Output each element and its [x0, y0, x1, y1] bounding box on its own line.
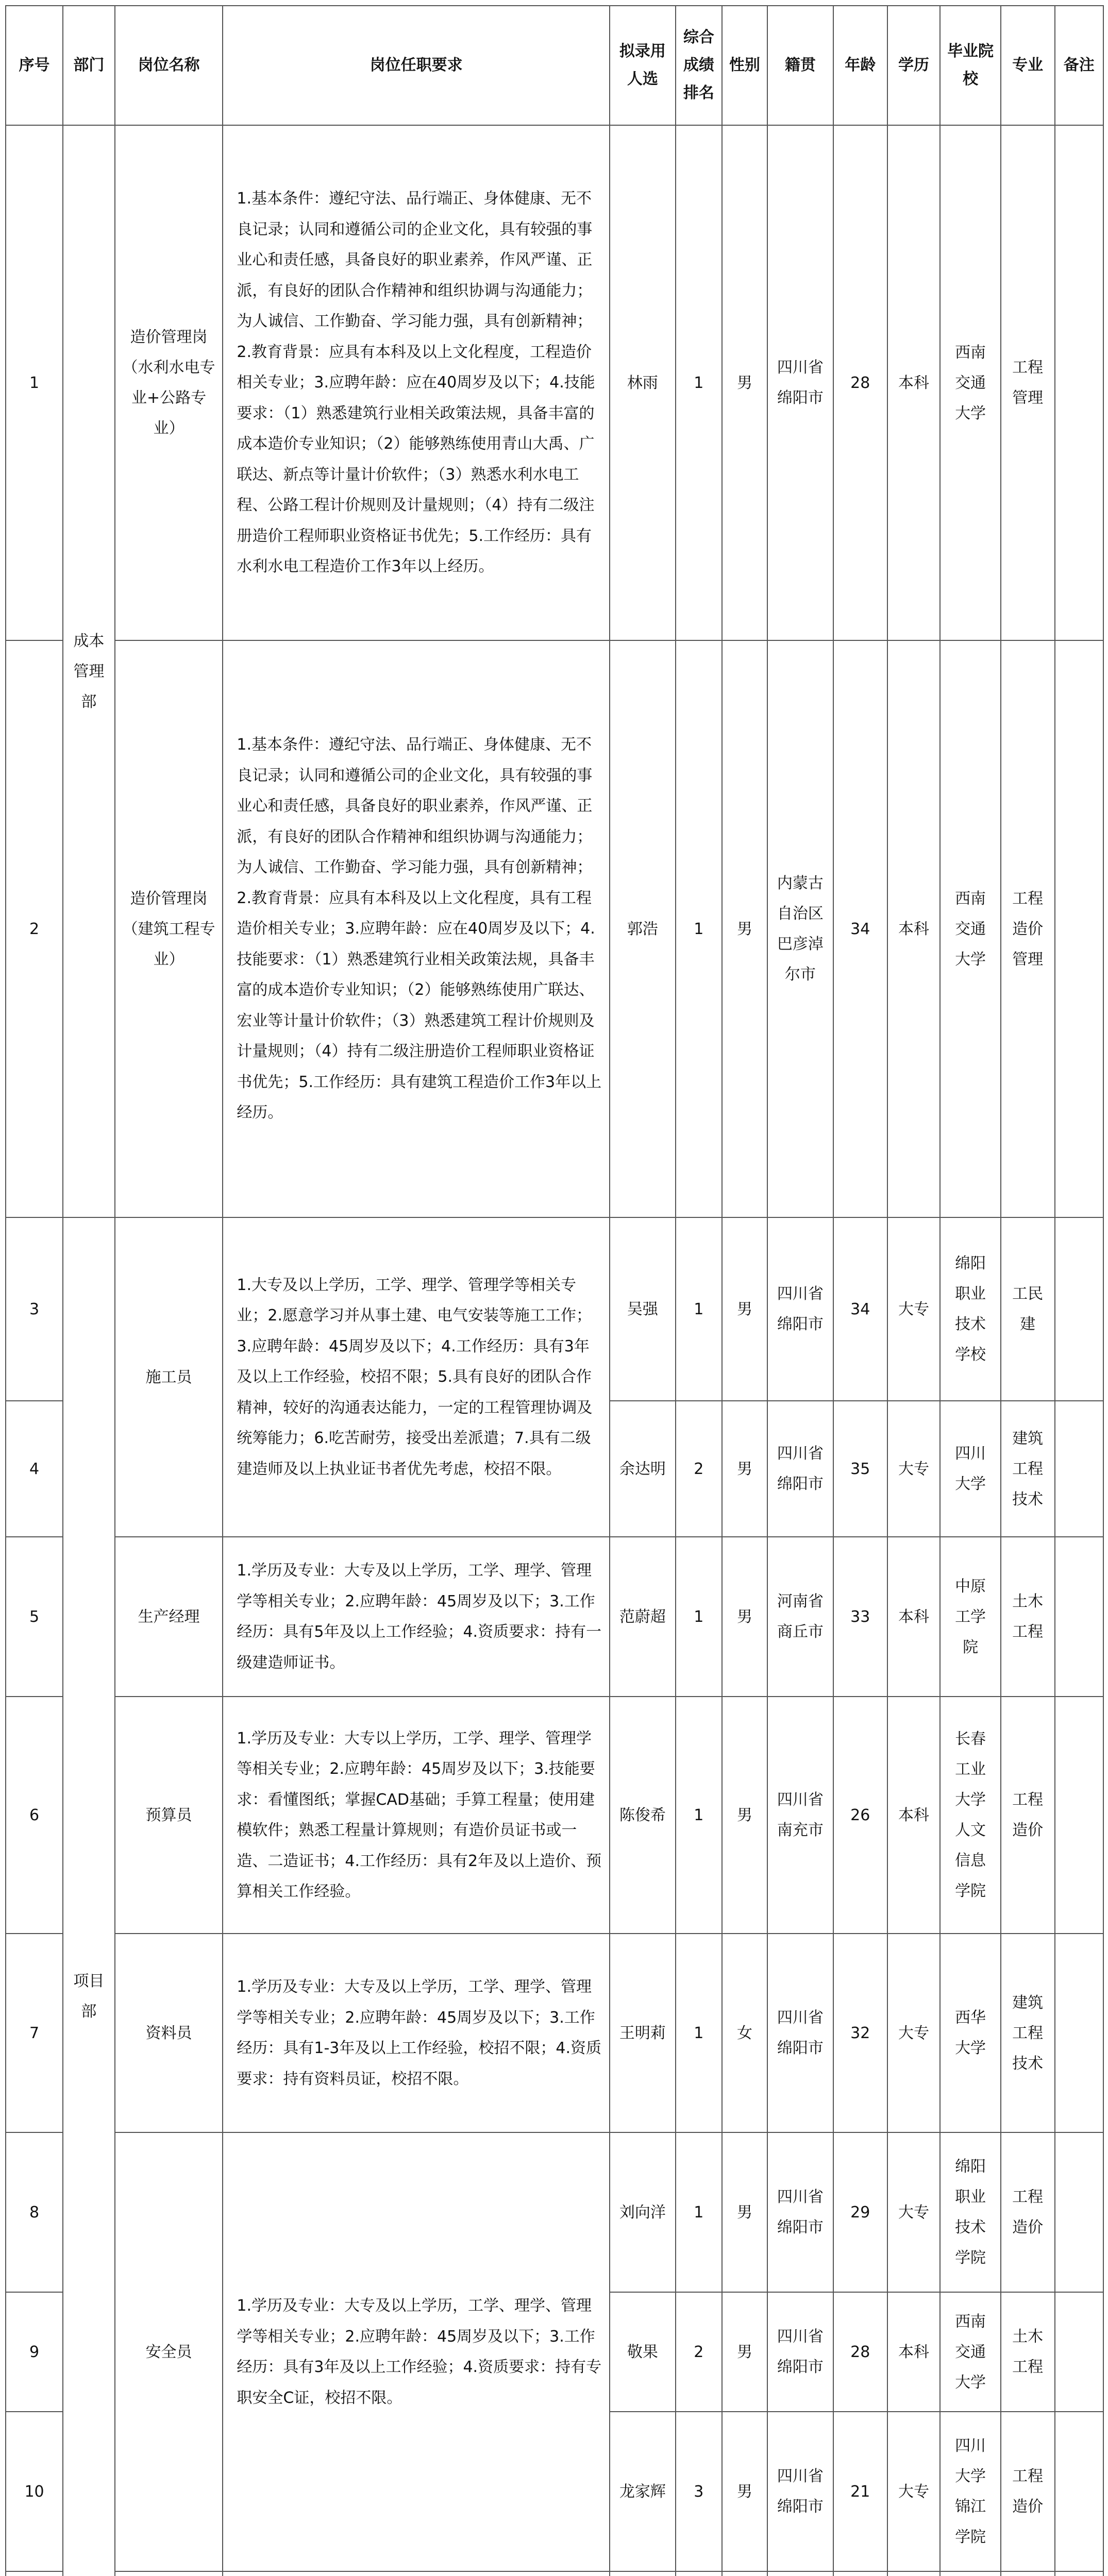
cell-rank: 1: [676, 1217, 722, 1401]
cell-school: 西南交通大学: [940, 2292, 1000, 2412]
cell-seq: 3: [6, 1217, 63, 1401]
header-age: 年龄: [833, 6, 887, 125]
cell-candidate: 吴强: [610, 1217, 676, 1401]
table-row: [6, 1537, 1103, 1697]
recruitment-sheet: [5, 5, 1104, 2576]
cell-education: 大专: [887, 2412, 941, 2571]
cell-seq: 2: [6, 640, 63, 1217]
cell-requirements: 1.学历及专业：大专以上学历，工学、理学、管理学等相关专业；2.应聘年龄：45周岁及以下；3.技能要求：看懂图纸；掌握CAD基础；手算工程量；使用建模软件；熟悉工程量计算规则；有造价员证书或一造、二造证书；4.工作经历：具有2年及以上造价、预算相关工作经验。: [223, 1697, 610, 1934]
cell-seq: 6: [6, 1697, 63, 1934]
cell-candidate: 敬果: [610, 2292, 676, 2412]
header-dept: 部门: [63, 6, 115, 125]
cell-major: [1001, 2571, 1055, 2576]
cell-gender: 男: [722, 1217, 767, 1401]
cell-seq: 4: [6, 1401, 63, 1537]
table-row: [6, 1217, 1103, 1401]
cell-rank: 2: [676, 2292, 722, 2412]
cell-rank: 1: [676, 640, 722, 1217]
header-remark: 备注: [1055, 6, 1103, 125]
cell-gender: 男: [722, 2412, 767, 2571]
cell-rank: 1: [676, 2132, 722, 2292]
cell-age: 34: [833, 1217, 887, 1401]
table-row: [6, 2571, 1103, 2576]
cell-rank: 1: [676, 1697, 722, 1934]
cell-gender: 男: [722, 1537, 767, 1697]
cell-candidate: 余达明: [610, 1401, 676, 1537]
cell-age: 26: [833, 1697, 887, 1934]
cell-age: [833, 2571, 887, 2576]
cell-remark: [1055, 2292, 1103, 2412]
cell-education: 大专: [887, 1934, 941, 2132]
cell-major: 建筑工程技术: [1001, 1401, 1055, 1537]
cell-rank: 1: [676, 1537, 722, 1697]
recruitment-table: [5, 5, 1104, 2576]
cell-position: 造价管理岗（建筑工程专业）: [115, 640, 223, 1217]
cell-rank: [676, 2571, 722, 2576]
cell-seq: 7: [6, 1934, 63, 2132]
cell-dept-cost: 成本管理部: [63, 125, 115, 1217]
cell-remark: [1055, 2412, 1103, 2571]
cell-education: 本科: [887, 1697, 941, 1934]
cell-education: 大专: [887, 1401, 941, 1537]
cell-requirements: 1.大专及以上学历，工学、理学、管理学等相关专业；2.愿意学习并从事土建、电气安装等施工工作；3.应聘年龄：45周岁及以下；4.工作经历：具有3年及以上工作经验，校招不限；5.具有良好的团队合作精神，较好的沟通表达能力，一定的工程管理协调及统筹能力；6.吃苦耐劳，接受出差派遣；7.具有二级建造师及以上执业证书者优先考虑，校招不限。: [223, 1217, 610, 1537]
cell-major: 建筑工程技术: [1001, 1934, 1055, 2132]
cell-major: 土木工程: [1001, 2292, 1055, 2412]
cell-education: 本科: [887, 2292, 941, 2412]
cell-remark: [1055, 2571, 1103, 2576]
cell-candidate: [610, 2571, 676, 2576]
cell-origin: 四川省绵阳市: [767, 2412, 833, 2571]
cell-rank: 2: [676, 1401, 722, 1537]
cell-origin: 四川省绵阳市: [767, 2292, 833, 2412]
table-row: [6, 1697, 1103, 1934]
cell-remark: [1055, 1697, 1103, 1934]
cell-origin: 内蒙古自治区巴彦淖尔市: [767, 640, 833, 1217]
cell-gender: 女: [722, 1934, 767, 2132]
cell-school: 西南交通大学: [940, 640, 1000, 1217]
cell-education: 本科: [887, 640, 941, 1217]
cell-position: 资料员: [115, 1934, 223, 2132]
cell-candidate: 王明莉: [610, 1934, 676, 2132]
cell-requirements: 1.学历及专业：大专及以上学历，工学、理学、管理学等相关专业；2.应聘年龄：45周岁及以下；3.工作经历：具有1-3年及以上工作经验，校招不限；4.资质要求：持有资料员证，校招不限。: [223, 1934, 610, 2132]
table-row: [6, 640, 1103, 1217]
cell-requirements: 1.基本条件：遵纪守法、品行端正、身体健康、无不良记录；认同和遵循公司的企业文化，具有较强的事业心和责任感，具备良好的职业素养，作风严谨、正派，有良好的团队合作精神和组织协调与沟通能力；为人诚信、工作勤奋、学习能力强，具有创新精神；2.教育背景：应具有本科及以上文化程度，工程造价相关专业；3.应聘年龄：应在40周岁及以下；4.技能要求：（1）熟悉建筑行业相关政策法规，具备丰富的成本造价专业知识；（2）能够熟练使用青山大禹、广联达、新点等计量计价软件；（3）熟悉水利水电工程、公路工程计价规则及计量规则；（4）持有二级注册造价工程师职业资格证书优先；5.工作经历：具有水利水电工程造价工作3年以上经历。: [223, 125, 610, 640]
cell-seq: 10: [6, 2412, 63, 2571]
cell-origin: [767, 2571, 833, 2576]
cell-rank: 1: [676, 125, 722, 640]
header-requirements: 岗位任职要求: [223, 6, 610, 125]
cell-gender: 男: [722, 2292, 767, 2412]
cell-remark: [1055, 640, 1103, 1217]
cell-seq: 5: [6, 1537, 63, 1697]
cell-education: 大专: [887, 2132, 941, 2292]
cell-position: 预算员: [115, 1697, 223, 1934]
header-position: 岗位名称: [115, 6, 223, 125]
cell-remark: [1055, 1401, 1103, 1537]
table-row: [6, 1934, 1103, 2132]
table-row: [6, 2132, 1103, 2292]
cell-major: 工程造价管理: [1001, 640, 1055, 1217]
cell-position: 安全员: [115, 2132, 223, 2571]
header-gender: 性别: [722, 6, 767, 125]
cell-gender: 男: [722, 640, 767, 1217]
cell-rank: 1: [676, 1934, 722, 2132]
cell-school: 绵阳职业技术学校: [940, 1217, 1000, 1401]
cell-candidate: 林雨: [610, 125, 676, 640]
cell-remark: [1055, 125, 1103, 640]
cell-school: 四川大学锦江学院: [940, 2412, 1000, 2571]
header-row: [6, 6, 1103, 125]
cell-major: 工程造价: [1001, 2132, 1055, 2292]
cell-school: 长春工业大学人文信息学院: [940, 1697, 1000, 1934]
cell-education: [887, 2571, 941, 2576]
header-seq: 序号: [6, 6, 63, 125]
header-candidate: 拟录用人选: [610, 6, 676, 125]
table-row: [6, 125, 1103, 640]
cell-seq: 9: [6, 2292, 63, 2412]
cell-age: 35: [833, 1401, 887, 1537]
header-rank: 综合成绩排名: [676, 6, 722, 125]
cell-gender: 男: [722, 2132, 767, 2292]
cell-requirements: 1.学历及专业：大专及以上学历，工学、理学、管理学等相关专业；2.应聘年龄：45周岁及以下；3.工作经历：具有3年及以上工作经验；4.资质要求：持有专职安全C证，校招不限。: [223, 2132, 610, 2571]
cell-age: 29: [833, 2132, 887, 2292]
cell-gender: 男: [722, 1401, 767, 1537]
cell-age: 33: [833, 1537, 887, 1697]
header-origin: 籍贯: [767, 6, 833, 125]
cell-position: 造价管理岗（水利水电专业+公路专业）: [115, 125, 223, 640]
cell-school: 绵阳职业技术学院: [940, 2132, 1000, 2292]
cell-major: 工程管理: [1001, 125, 1055, 640]
cell-rank: 3: [676, 2412, 722, 2571]
cell-school: 西华大学: [940, 1934, 1000, 2132]
cell-gender: 男: [722, 125, 767, 640]
cell-origin: 河南省商丘市: [767, 1537, 833, 1697]
cell-candidate: 陈俊希: [610, 1697, 676, 1934]
cell-gender: [722, 2571, 767, 2576]
cell-age: 34: [833, 640, 887, 1217]
cell-requirements: [223, 2571, 610, 2576]
cell-origin: 四川省绵阳市: [767, 1217, 833, 1401]
cell-origin: 四川省绵阳市: [767, 2132, 833, 2292]
cell-gender: 男: [722, 1697, 767, 1934]
cell-requirements: 1.学历及专业：大专及以上学历，工学、理学、管理学等相关专业；2.应聘年龄：45周岁及以下；3.工作经历：具有5年及以上工作经验；4.资质要求：持有一级建造师证书。: [223, 1537, 610, 1697]
cell-education: 本科: [887, 1537, 941, 1697]
cell-seq: 8: [6, 2132, 63, 2292]
cell-position: 生产经理: [115, 1537, 223, 1697]
cell-candidate: 郭浩: [610, 640, 676, 1217]
cell-dept-project: 项目部: [63, 1217, 115, 2576]
cell-origin: 四川省绵阳市: [767, 1934, 833, 2132]
cell-position: 施工员: [115, 1217, 223, 1537]
cell-candidate: 刘向洋: [610, 2132, 676, 2292]
cell-major: 工程造价: [1001, 1697, 1055, 1934]
cell-remark: [1055, 1217, 1103, 1401]
header-school: 毕业院校: [940, 6, 1000, 125]
cell-position: [115, 2571, 223, 2576]
cell-candidate: 龙家辉: [610, 2412, 676, 2571]
cell-seq: [6, 2571, 63, 2576]
cell-requirements: 1.基本条件：遵纪守法、品行端正、身体健康、无不良记录；认同和遵循公司的企业文化，具有较强的事业心和责任感，具备良好的职业素养，作风严谨、正派，有良好的团队合作精神和组织协调与沟通能力；为人诚信、工作勤奋、学习能力强，具有创新精神；2.教育背景：应具有本科及以上文化程度，具有工程造价相关专业；3.应聘年龄：应在40周岁及以下；4.技能要求：（1）熟悉建筑行业相关政策法规，具备丰富的成本造价专业知识；（2）能够熟练使用广联达、宏业等计量计价软件；（3）熟悉建筑工程计价规则及计量规则；（4）持有二级注册造价工程师职业资格证书优先；5.工作经历：具有建筑工程造价工作3年以上经历。: [223, 640, 610, 1217]
cell-major: 工程造价: [1001, 2412, 1055, 2571]
cell-education: 大专: [887, 1217, 941, 1401]
cell-school: 中原工学院: [940, 1537, 1000, 1697]
cell-candidate: 范蔚超: [610, 1537, 676, 1697]
cell-school: 西南交通大学: [940, 125, 1000, 640]
cell-major: 工民建: [1001, 1217, 1055, 1401]
header-major: 专业: [1001, 6, 1055, 125]
cell-education: 本科: [887, 125, 941, 640]
cell-origin: 四川省绵阳市: [767, 125, 833, 640]
cell-origin: 四川省绵阳市: [767, 1401, 833, 1537]
cell-major: 土木工程: [1001, 1537, 1055, 1697]
cell-remark: [1055, 1934, 1103, 2132]
header-education: 学历: [887, 6, 941, 125]
cell-school: [940, 2571, 1000, 2576]
cell-age: 21: [833, 2412, 887, 2571]
cell-remark: [1055, 1537, 1103, 1697]
cell-remark: [1055, 2132, 1103, 2292]
cell-age: 28: [833, 125, 887, 640]
cell-age: 32: [833, 1934, 887, 2132]
cell-school: 四川大学: [940, 1401, 1000, 1537]
cell-age: 28: [833, 2292, 887, 2412]
cell-seq: 1: [6, 125, 63, 640]
cell-origin: 四川省南充市: [767, 1697, 833, 1934]
